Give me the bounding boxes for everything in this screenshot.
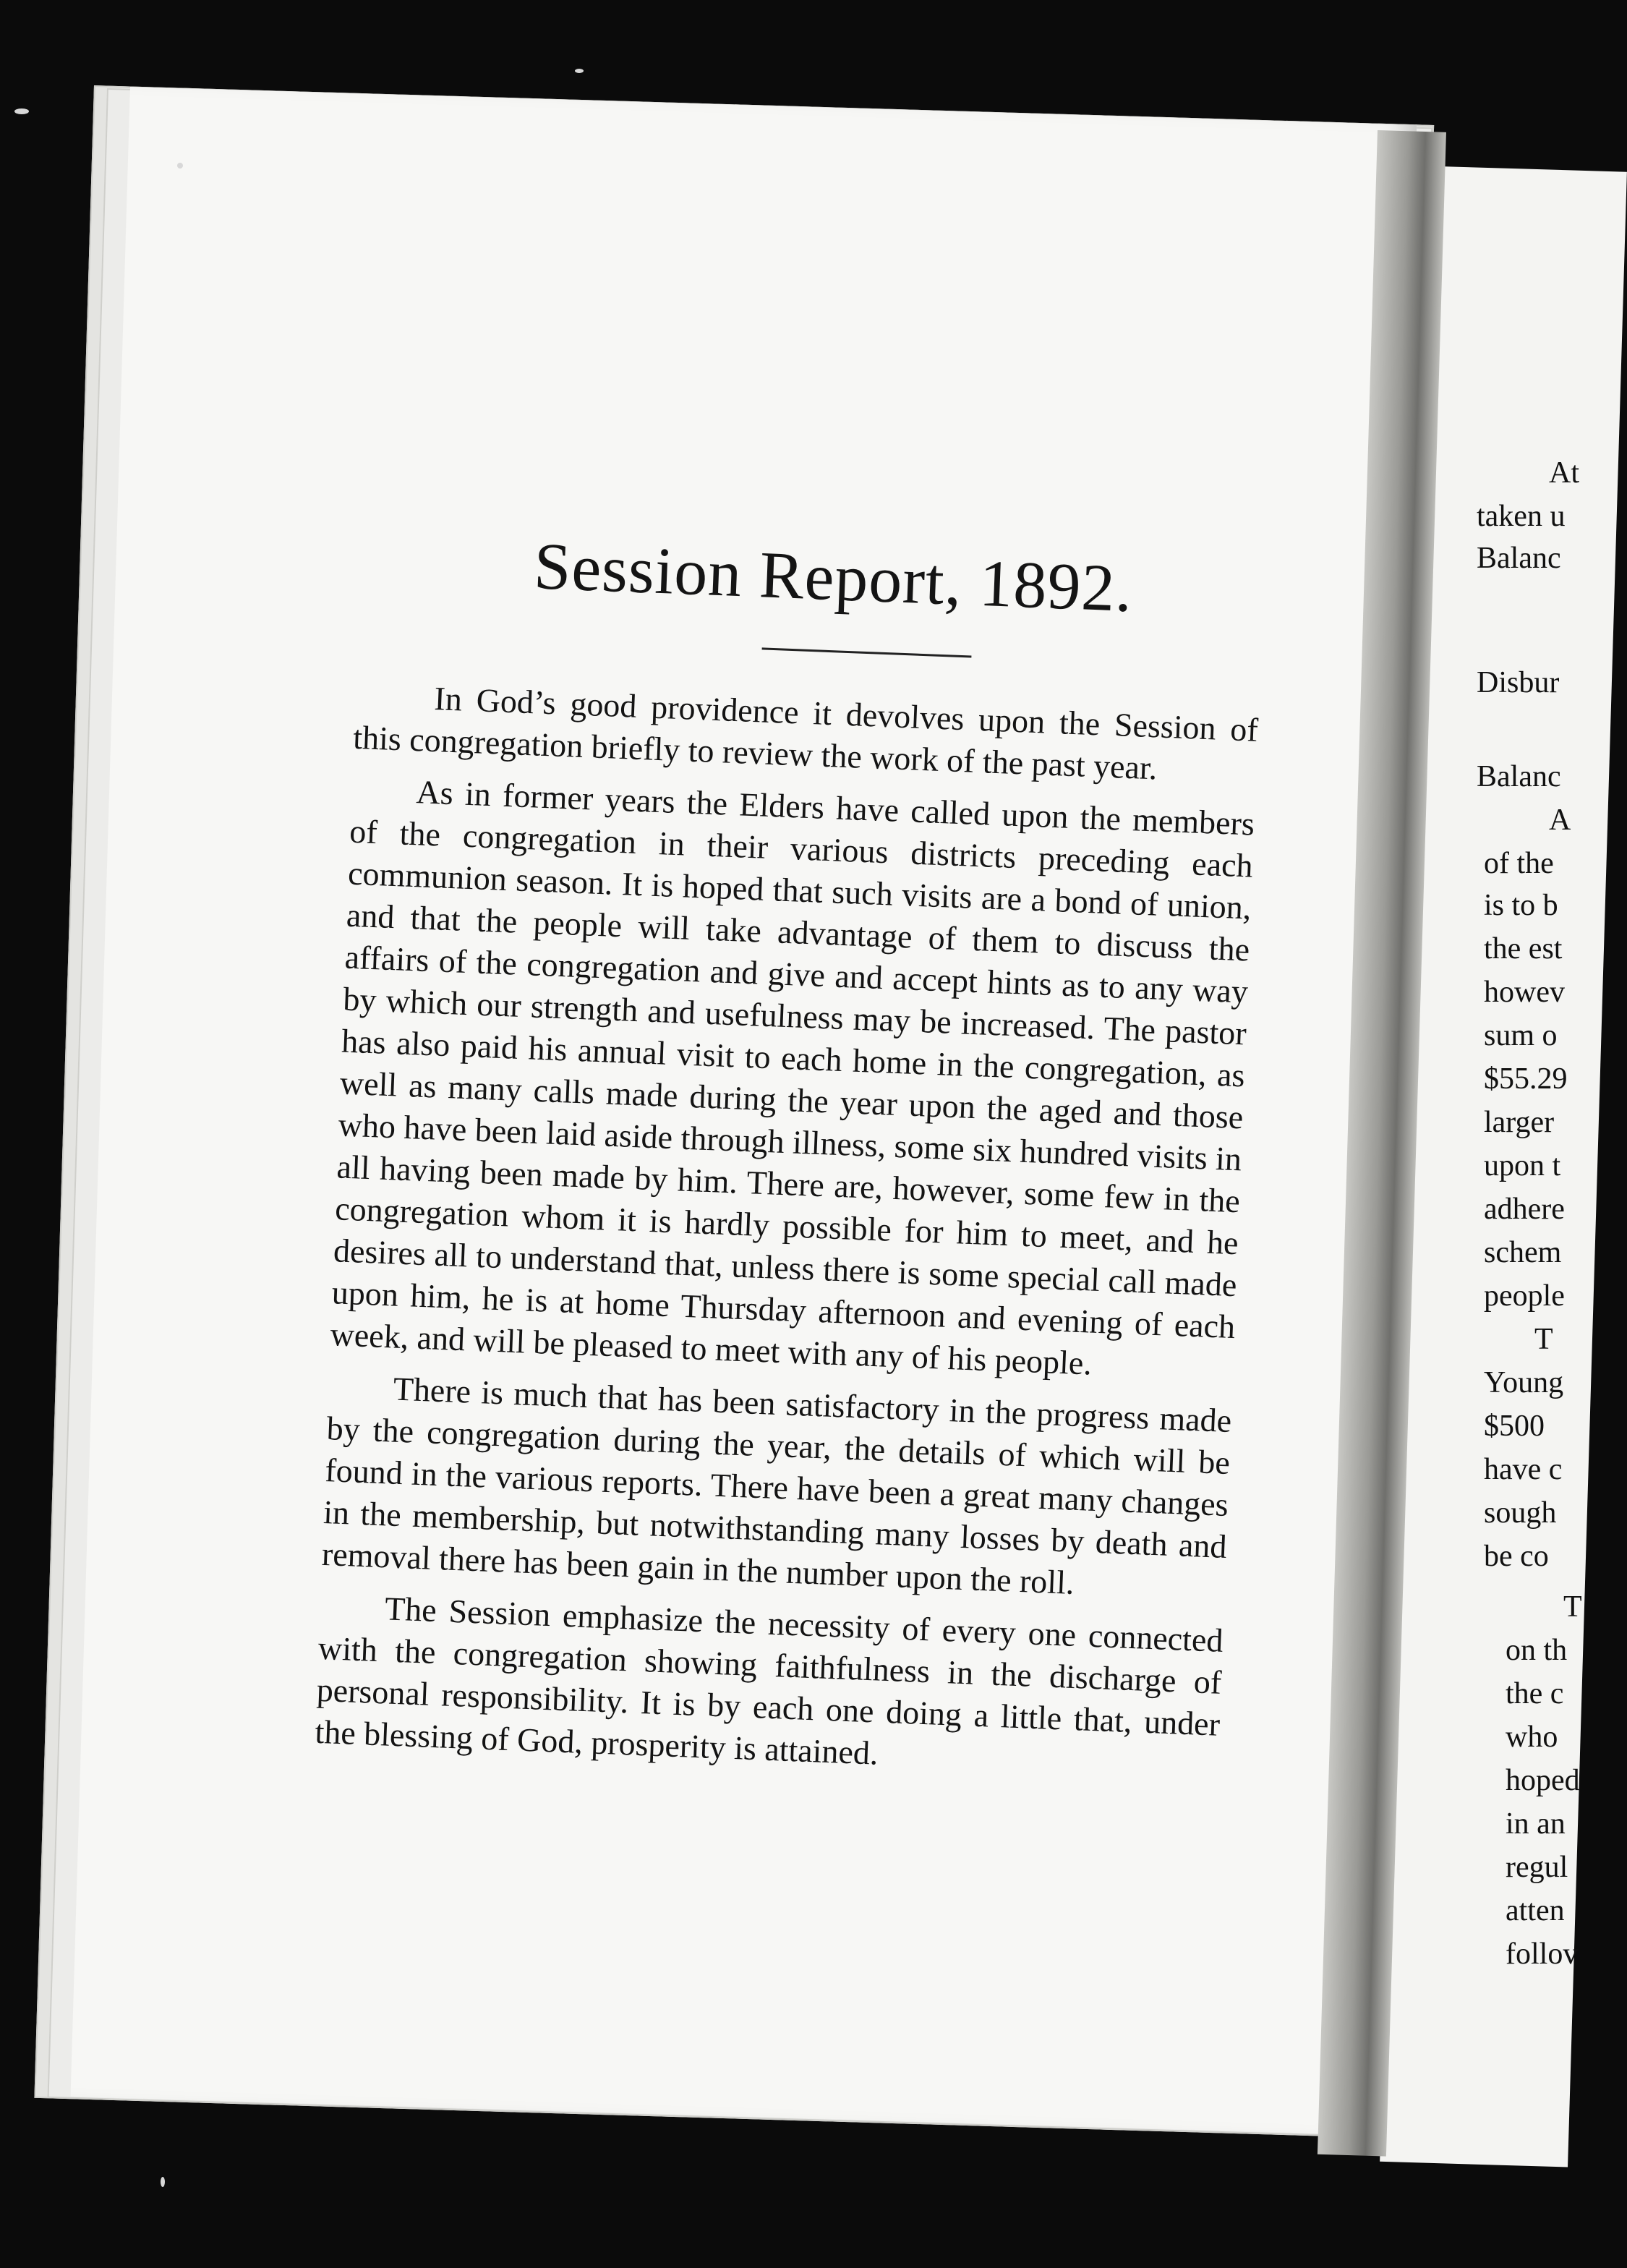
right-page-line: who bbox=[1506, 1721, 1558, 1754]
right-page-line: have c bbox=[1484, 1453, 1563, 1486]
right-page-line: A bbox=[1549, 803, 1571, 837]
right-page-line: is to b bbox=[1484, 889, 1558, 922]
right-page-line: people bbox=[1484, 1279, 1565, 1313]
right-page-line: howev bbox=[1484, 976, 1565, 1009]
right-page-line: Disbur bbox=[1477, 666, 1560, 699]
paragraph: In God’s good providence it devolves upon the Session of this congregation briefly to review the work of the past year. bbox=[352, 680, 1259, 787]
right-page-line: At bbox=[1549, 456, 1579, 490]
right-page-line: of the bbox=[1484, 847, 1554, 880]
right-page-line: adhere bbox=[1484, 1193, 1565, 1226]
session-report-text bbox=[314, 521, 1265, 1798]
right-page-line: larger bbox=[1484, 1106, 1555, 1139]
right-page-line: taken u bbox=[1477, 500, 1566, 533]
right-page-line: $55.29 bbox=[1484, 1062, 1568, 1096]
right-page-line: on th bbox=[1506, 1634, 1568, 1667]
right-page-line: hoped bbox=[1506, 1764, 1580, 1797]
right-page-line: Balanc bbox=[1477, 760, 1561, 793]
right-page-line: sough bbox=[1484, 1496, 1557, 1530]
right-page-line: be co bbox=[1484, 1540, 1549, 1573]
paragraph: There is much that has been satisfactory in the progress made by the congregation during the year, the details of which will be found in the various reports. There have been a great many changes in the membership, but notwithstanding many losses by death and removal there has been gain in the number upon the roll. bbox=[321, 1370, 1233, 1601]
scan-speck bbox=[161, 2177, 165, 2187]
right-page-line: schem bbox=[1484, 1236, 1562, 1269]
title-rule bbox=[762, 647, 972, 657]
page-title: Session Report, 1892. bbox=[532, 529, 1135, 626]
right-page-line: atten bbox=[1506, 1894, 1565, 1927]
right-page-line: Balanc bbox=[1477, 542, 1561, 575]
paragraph: As in former years the Elders have called upon the members of the congregation in their various districts preceding each communion season. It is hoped that such visits are a bond of union, and that the people will take advantage of them to discuss the affairs of the congregation and give and accept hints as to any way by which our strength and usefulness may be increased. The pastor has also paid his annual visit to each home in the congregation, as well as many calls made during the year upon the aged and those who have been laid aside through illness, some six hundred visits in all having been made by him. There are, however, some few in the congregation whom it is hardly possible for him to meet, and he desires all to understand that, unless there is some special call made upon him, he is at home Thursday afternoon and evening of each week, and will be pleased to meet with any of his people. bbox=[329, 773, 1255, 1382]
scan-speck bbox=[575, 69, 584, 73]
scan-speck bbox=[14, 108, 29, 114]
right-page-line: regul bbox=[1506, 1851, 1568, 1884]
right-page-line: in an bbox=[1506, 1807, 1566, 1841]
right-page-line: follov bbox=[1506, 1937, 1579, 1971]
right-page-line: the est bbox=[1484, 932, 1563, 965]
right-page-line: T bbox=[1563, 1590, 1582, 1624]
right-page-line: sum o bbox=[1484, 1019, 1558, 1052]
right-page-line: $500 bbox=[1484, 1410, 1545, 1443]
right-page-line: Young bbox=[1484, 1366, 1564, 1399]
right-page-line: the c bbox=[1506, 1677, 1564, 1710]
paragraph: The Session emphasize the necessity of every one connected with the congregation showing faithfulness in the discharge of personal responsibility. It is by each one doing a little that, under the blessing of God, prosperity is attained. bbox=[314, 1590, 1224, 1772]
right-page-line: upon t bbox=[1484, 1149, 1561, 1182]
scan-speck bbox=[177, 163, 183, 169]
right-page-line: T bbox=[1534, 1323, 1553, 1356]
